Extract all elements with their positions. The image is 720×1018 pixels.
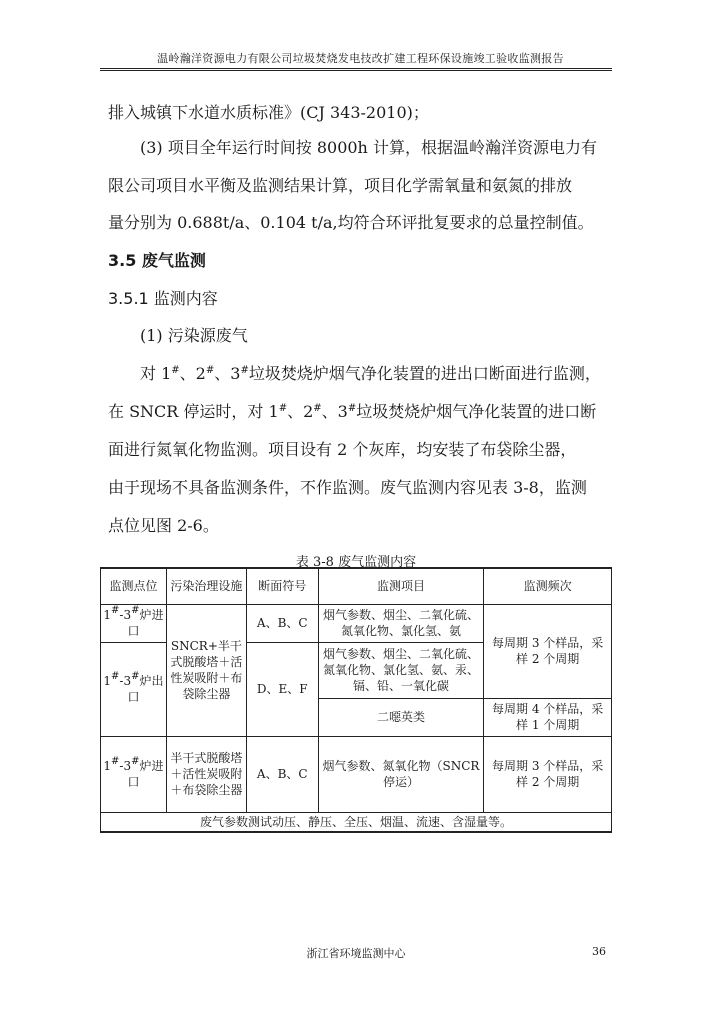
table-header-row [101,568,612,604]
cell-freq: 每周期 4 个样品，采样 1 个周期 [484,698,612,736]
table-row [101,604,612,642]
cell-items: 烟气参数、烟尘、二氧化硫、氮氧化物、氯化氢、氨、汞、镉、铅、一氧化碳 [318,642,484,698]
monitoring-table [100,567,612,833]
body-line-2: 在 SNCR 停运时，对 1#、2#、3#垃圾焚烧炉烟气净化装置的进口断 [108,402,597,421]
header-rule [100,68,612,71]
header-section: 断面符号 [246,568,318,604]
table-row [101,736,612,812]
paragraph-line: 量分别为 0.688t/a、0.104 t/a,均符合环评批复要求的总量控制值。 [108,213,594,232]
cell-section: A、B、C [246,604,318,642]
cell-items: 烟气参数、烟尘、二氧化硫、氮氧化物、氯化氢、氨 [318,604,484,642]
cell-freq: 每周期 3 个样品，采样 2 个周期 [484,736,612,812]
cell-point: 1#-3#炉出口 [101,642,167,736]
page-header-title: 温岭瀚洋资源电力有限公司垃圾焚烧发电技改扩建工程环保设施竣工验收监测报告 [157,52,564,65]
paragraph-line: 排入城镇下水道水质标准》(CJ 343-2010)； [108,103,429,122]
cell-point: 1#-3#炉进口 [101,604,167,642]
cell-items: 二噁英类 [318,698,484,736]
cell-section: A、B、C [246,736,318,812]
table-note-row [101,812,612,832]
section-heading-3-5-1: 3.5.1 监测内容 [108,289,218,308]
table-note: 废气参数测试动压、静压、全压、烟温、流速、含湿量等。 [101,812,612,832]
cell-point: 1#-3#炉进口 [101,736,167,812]
cell-items: 烟气参数、氮氧化物（SNCR 停运） [318,736,484,812]
cell-freq: 每周期 3 个样品，采样 2 个周期 [484,604,612,698]
cell-facility: 半干式脱酸塔＋活性炭吸附＋布袋除尘器 [166,736,246,812]
list-item-1: (1) 污染源废气 [140,326,248,345]
cell-facility: SNCR+半干式脱酸塔＋活性炭吸附＋布袋除尘器 [166,604,246,736]
body-line-1: 对 1#、2#、3#垃圾焚烧炉烟气净化装置的进出口断面进行监测， [140,364,601,383]
header-items: 监测项目 [318,568,484,604]
table-caption: 表 3-8 废气监测内容 [295,555,417,570]
cell-section: D、E、F [246,642,318,736]
body-line-5: 点位见图 2-6。 [108,516,219,535]
footer-org: 浙江省环境监测中心 [306,947,406,960]
paragraph-line: (3) 项目全年运行时间按 8000h 计算，根据温岭瀚洋资源电力有 [140,138,597,157]
paragraph-line: 限公司项目水平衡及监测结果计算，项目化学需氧量和氨氮的排放 [108,176,573,195]
section-heading-3-5: 3.5 废气监测 [108,251,206,270]
body-line-3: 面进行氮氧化物监测。项目设有 2 个灰库，均安装了布袋除尘器， [108,440,577,459]
body-line-4: 由于现场不具备监测条件，不作监测。废气监测内容见表 3-8，监测 [108,478,587,497]
page-number: 36 [592,945,606,958]
header-point: 监测点位 [101,568,167,604]
header-facility: 污染治理设施 [166,568,246,604]
header-freq: 监测频次 [484,568,612,604]
